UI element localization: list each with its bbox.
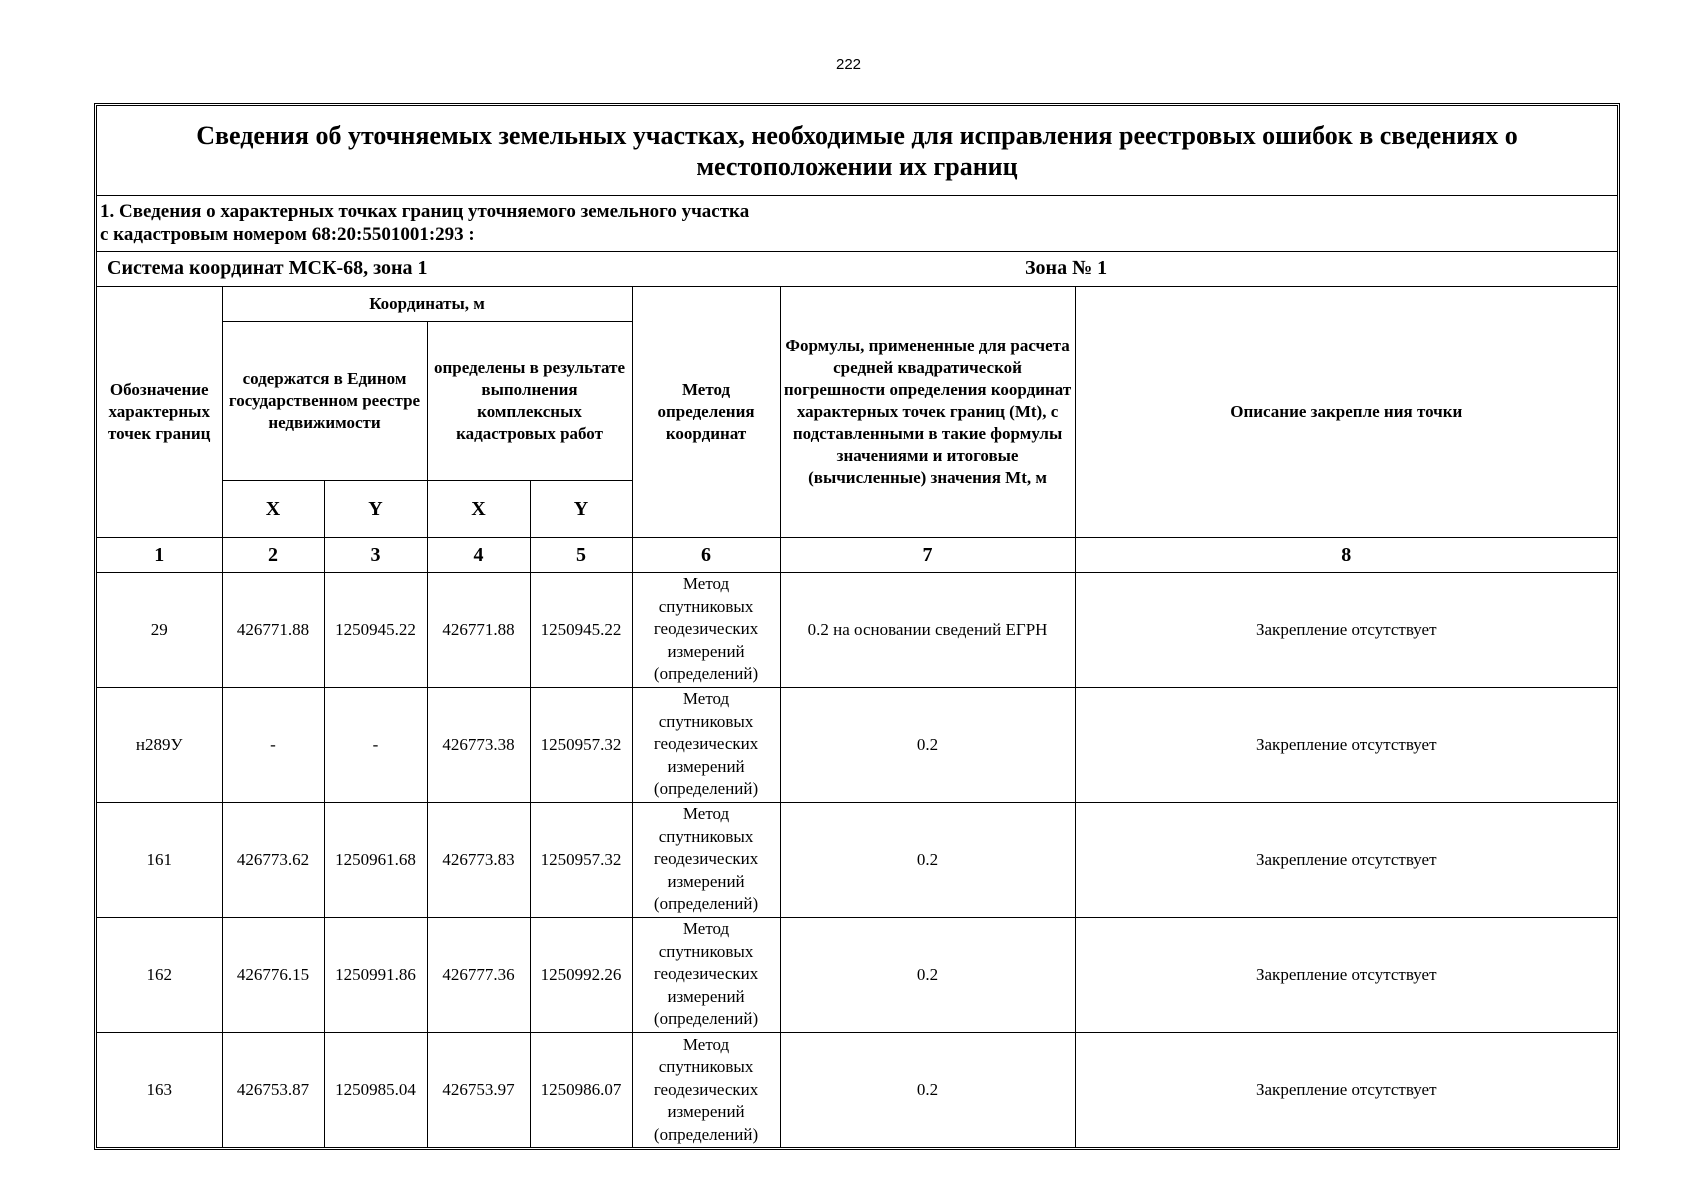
x-works-cell: 426777.36 [427, 917, 530, 1032]
x-works-cell: 426773.38 [427, 687, 530, 802]
table-row [97, 572, 1617, 687]
method-cell: Метод спутниковых геодезических измерений (определений) [632, 1032, 780, 1147]
column-number: 8 [1075, 537, 1617, 572]
coordinate-system-row [97, 252, 1617, 287]
header-description: Описание закрепле ния точки [1075, 287, 1617, 537]
column-number: 1 [97, 537, 222, 572]
column-number: 6 [632, 537, 780, 572]
point-cell: 161 [97, 802, 222, 917]
x-registry-cell: 426753.87 [222, 1032, 324, 1147]
y-registry-cell: 1250991.86 [324, 917, 427, 1032]
y-registry-cell: - [324, 687, 427, 802]
document-frame [94, 103, 1620, 1150]
mt-cell: 0.2 [780, 802, 1075, 917]
x-registry-cell: 426773.62 [222, 802, 324, 917]
x-works-cell: 426753.97 [427, 1032, 530, 1147]
section-heading-line-1: 1. Сведения о характерных точках границ уточняемого земельного участка [100, 201, 750, 222]
header-point-designation: Обозначение характерных точек границ [97, 287, 222, 537]
mt-cell: 0.2 [780, 1032, 1075, 1147]
column-number: 7 [780, 537, 1075, 572]
coordinate-system-label: Система координат МСК-68, зона 1 [107, 257, 428, 279]
y-works-cell: 1250945.22 [530, 572, 632, 687]
description-cell: Закрепление отсутствует [1075, 687, 1617, 802]
y-registry-cell: 1250961.68 [324, 802, 427, 917]
table-row [97, 1032, 1617, 1147]
column-number: 5 [530, 537, 632, 572]
y-works-cell: 1250986.07 [530, 1032, 632, 1147]
method-cell: Метод спутниковых геодезических измерений (определений) [632, 687, 780, 802]
table-body [97, 572, 1617, 1147]
mt-cell: 0.2 на основании сведений ЕГРН [780, 572, 1075, 687]
table-header [97, 287, 1617, 572]
header-coordinates: Координаты, м [222, 287, 632, 321]
header-method: Метод определения координат [632, 287, 780, 537]
table-row [97, 917, 1617, 1032]
y-registry-cell: 1250945.22 [324, 572, 427, 687]
x-registry-cell: 426776.15 [222, 917, 324, 1032]
column-number: 2 [222, 537, 324, 572]
zone-label: Зона № 1 [1025, 257, 1108, 279]
x-registry-cell: - [222, 687, 324, 802]
description-cell: Закрепление отсутствует [1075, 802, 1617, 917]
x-works-cell: 426771.88 [427, 572, 530, 687]
section-heading-line-2: с кадастровым номером 68:20:5501001:293 : [100, 224, 475, 245]
method-cell: Метод спутниковых геодезических измерений (определений) [632, 572, 780, 687]
y-works-cell: 1250957.32 [530, 802, 632, 917]
page-number: 222 [835, 56, 862, 73]
point-cell: 163 [97, 1032, 222, 1147]
method-cell: Метод спутниковых геодезических измерений (определений) [632, 802, 780, 917]
y-works-cell: 1250957.32 [530, 687, 632, 802]
header-y-works: Y [530, 480, 632, 537]
header-works-coords: определены в результате выполнения комплексных кадастровых работ [427, 321, 632, 480]
y-registry-cell: 1250985.04 [324, 1032, 427, 1147]
column-numbers-row [97, 537, 1617, 572]
table-row [97, 802, 1617, 917]
point-cell: н289У [97, 687, 222, 802]
header-formulas: Формулы, примененные для расчета средней квадратической погрешности определения координат характерных точек границ (Mt), с подставленными в такие формулы значениями и итоговые (вычисленные) значения Mt, м [780, 287, 1075, 537]
method-cell: Метод спутниковых геодезических измерений (определений) [632, 917, 780, 1032]
section-heading [97, 196, 1617, 252]
y-works-cell: 1250992.26 [530, 917, 632, 1032]
description-cell: Закрепление отсутствует [1075, 1032, 1617, 1147]
description-cell: Закрепление отсутствует [1075, 917, 1617, 1032]
mt-cell: 0.2 [780, 687, 1075, 802]
column-number: 3 [324, 537, 427, 572]
boundary-points-table [97, 287, 1617, 1147]
description-cell: Закрепление отсутствует [1075, 572, 1617, 687]
point-cell: 162 [97, 917, 222, 1032]
table-row [97, 687, 1617, 802]
header-registry-coords: содержатся в Едином государственном реестре недвижимости [222, 321, 427, 480]
x-works-cell: 426773.83 [427, 802, 530, 917]
header-y-registry: Y [324, 480, 427, 537]
column-number: 4 [427, 537, 530, 572]
mt-cell: 0.2 [780, 917, 1075, 1032]
point-cell: 29 [97, 572, 222, 687]
document-title: Сведения об уточняемых земельных участках, необходимые для исправления реестровых ошибок в сведениях о местоположении их границ [97, 106, 1617, 196]
header-x-works: X [427, 480, 530, 537]
header-x-registry: X [222, 480, 324, 537]
x-registry-cell: 426771.88 [222, 572, 324, 687]
